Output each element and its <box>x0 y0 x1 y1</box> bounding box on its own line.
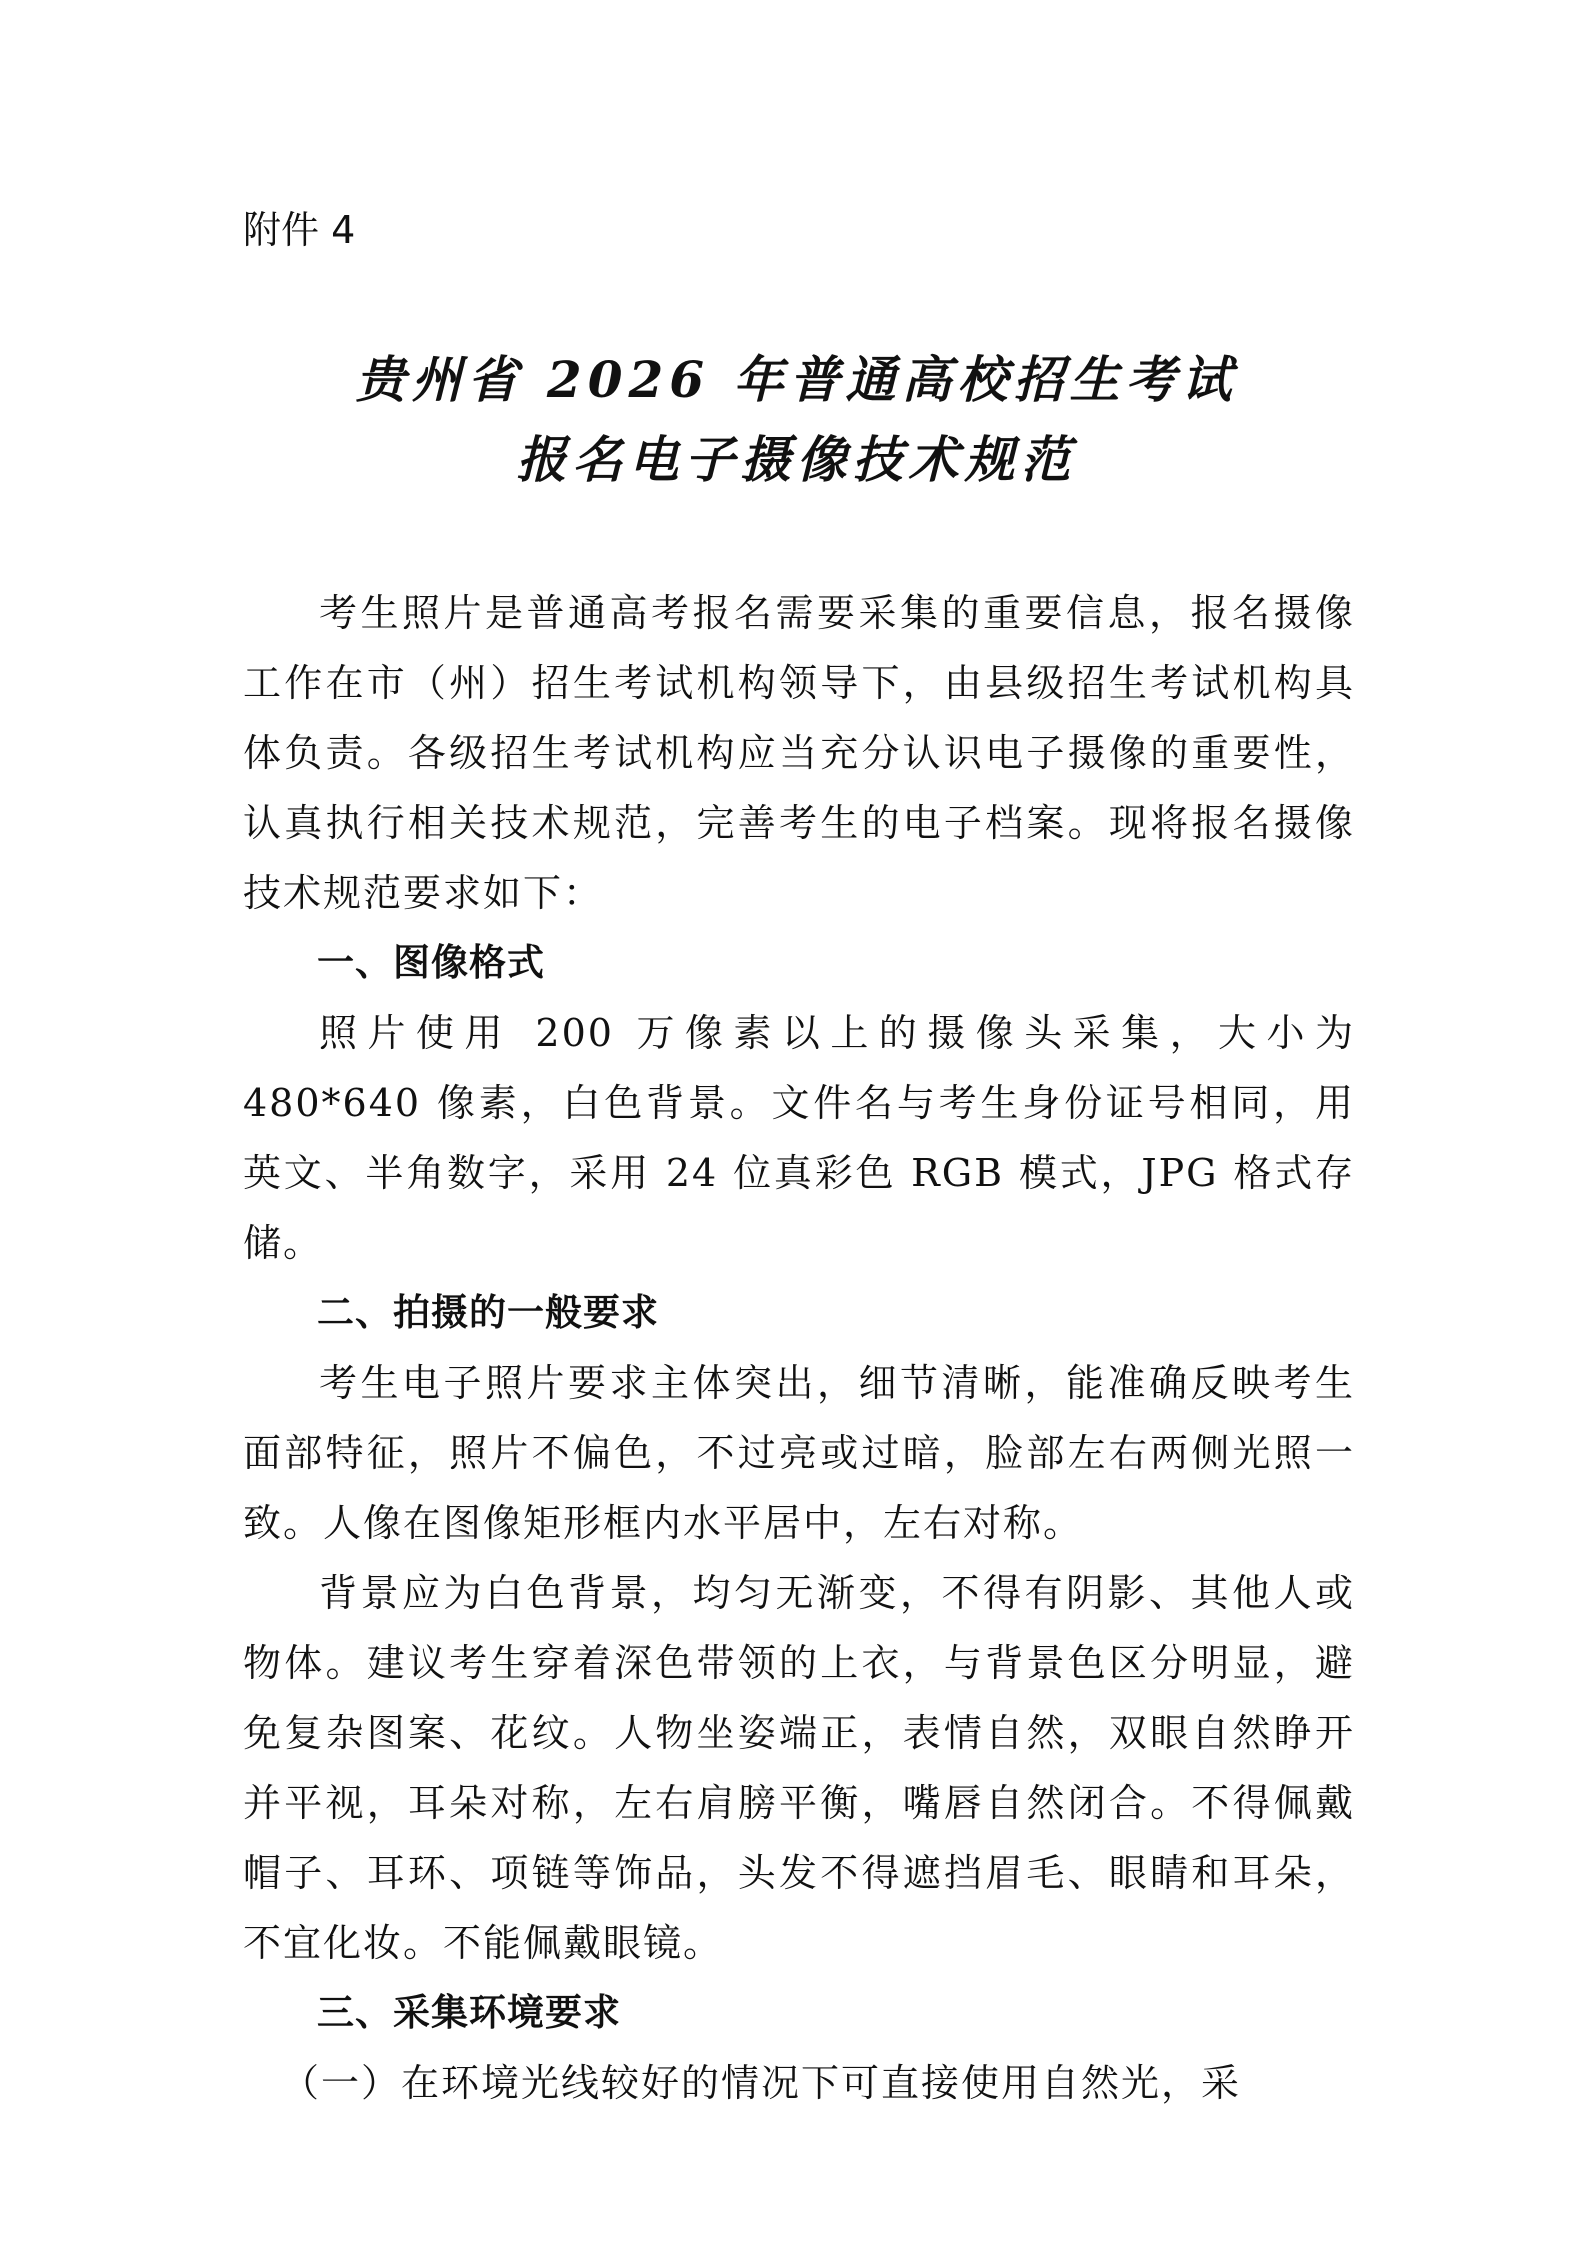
document-body <box>243 578 1355 2118</box>
section-heading-environment-requirements: 三、采集环境要求 <box>317 1991 621 2034</box>
general-requirements-paragraph-2: 背景应为白色背景，均匀无渐变，不得有阴影、其他人或物体。建议考生穿着深色带领的上衣，与背景色区分明显，避免复杂图案、花纹。人物坐姿端正，表情自然，双眼自然睁开并平视，耳朵对称，左右肩膀平衡，嘴唇自然闭合。不得佩戴帽子、耳环、项链等饰品，头发不得遮挡眉毛、眼睛和耳朵，不宜化妆。不能佩戴眼镜。 <box>243 1571 1355 1965</box>
document-title-line-2: 报名电子摄像技术规范 <box>516 430 1077 489</box>
intro-paragraph: 考生照片是普通高考报名需要采集的重要信息，报名摄像工作在市（州）招生考试机构领导下，由县级招生考试机构具体负责。各级招生考试机构应当充分认识电子摄像的重要性，认真执行相关技术规范，完善考生的电子档案。现将报名摄像技术规范要求如下： <box>243 591 1355 915</box>
section-heading-image-format: 一、图像格式 <box>317 941 545 984</box>
document-title-line-1: 贵州省 2026 年普通高校招生考试 <box>355 350 1238 409</box>
image-format-paragraph: 照片使用 200 万像素以上的摄像头采集，大小为 480*640 像素，白色背景。文件名与考生身份证号相同，用英文、半角数字，采用 24 位真彩色 RGB 模式，JPG 格式存储。 <box>243 1011 1355 1265</box>
environment-requirements-paragraph-1: （一）在环境光线较好的情况下可直接使用自然光，采 <box>281 2061 1242 2105</box>
section-heading-general-requirements: 二、拍摄的一般要求 <box>317 1291 659 1334</box>
attachment-label: 附件 4 <box>243 208 356 252</box>
general-requirements-paragraph-1: 考生电子照片要求主体突出，细节清晰，能准确反映考生面部特征，照片不偏色，不过亮或过暗，脸部左右两侧光照一致。人像在图像矩形框内水平居中，左右对称。 <box>243 1361 1355 1545</box>
